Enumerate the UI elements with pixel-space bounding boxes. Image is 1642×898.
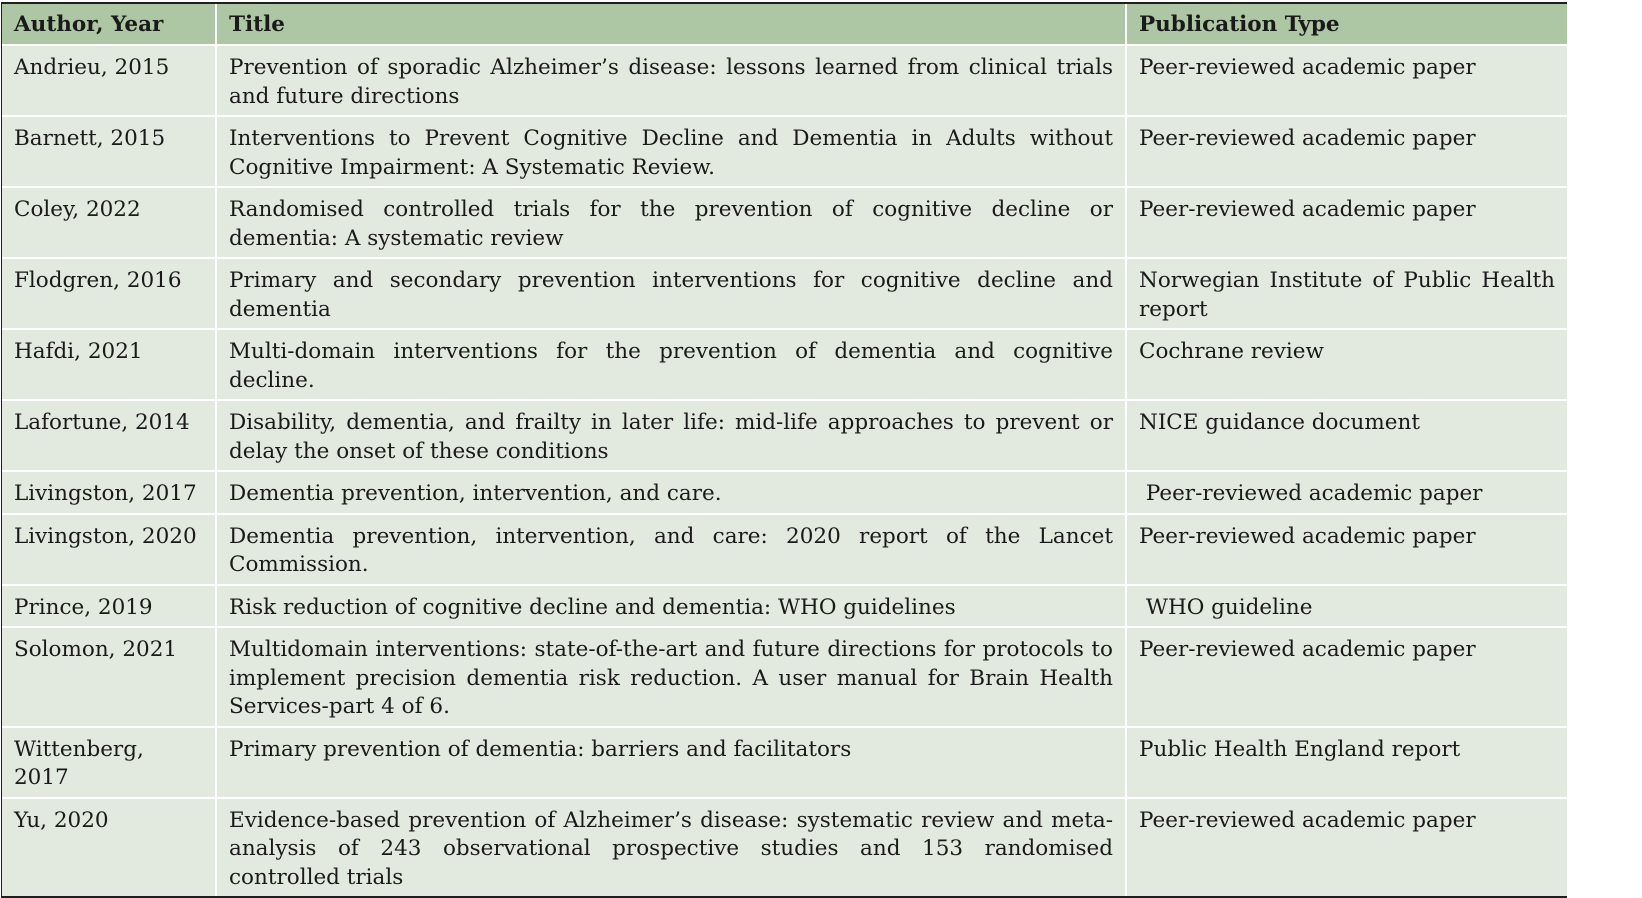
author-year-cell: Coley, 2022 xyxy=(2,187,216,258)
table-row xyxy=(2,329,1567,400)
column-header-title: Title xyxy=(216,4,1126,45)
header-row xyxy=(2,4,1567,45)
publication-type-cell xyxy=(1126,258,1567,329)
title-cell: Multi-domain interventions for the prevention of dementia and cognitive decline. xyxy=(216,329,1126,400)
publication-type-cell xyxy=(1126,727,1567,798)
table-row xyxy=(2,116,1567,187)
column-header-author-year: Author, Year xyxy=(2,4,216,45)
title-cell: Dementia prevention, intervention, and care: 2020 report of the Lancet Commission. xyxy=(216,514,1126,585)
table-row xyxy=(2,585,1567,628)
publication-type-text: NICE guidance document xyxy=(1139,410,1420,435)
publication-type-text: Peer-reviewed academic paper xyxy=(1139,807,1476,833)
publications-table xyxy=(2,4,1567,896)
table-row xyxy=(2,627,1567,727)
title-cell: Risk reduction of cognitive decline and dementia: WHO guidelines xyxy=(216,585,1126,628)
title-cell: Primary prevention of dementia: barriers and facilitators xyxy=(216,727,1126,798)
author-year-cell: Solomon, 2021 xyxy=(2,627,216,727)
publication-type-text: Peer-reviewed academic paper xyxy=(1139,481,1483,506)
publication-type-cell xyxy=(1126,514,1567,585)
publication-type-cell xyxy=(1126,400,1567,471)
author-year-cell: Livingston, 2020 xyxy=(2,514,216,585)
table-row xyxy=(2,471,1567,514)
author-year-cell: Andrieu, 2015 xyxy=(2,45,216,116)
author-year-cell: Prince, 2019 xyxy=(2,585,216,628)
publication-type-text: Norwegian Institute of Public Health report xyxy=(1139,268,1562,322)
author-year-cell: Barnett, 2015 xyxy=(2,116,216,187)
publication-type-text: Peer-reviewed academic paper xyxy=(1139,523,1476,549)
title-cell: Dementia prevention, intervention, and care. xyxy=(216,471,1126,514)
title-cell: Disability, dementia, and frailty in later life: mid-life approaches to prevent or delay the onset of these conditions xyxy=(216,400,1126,471)
publication-type-cell xyxy=(1126,329,1567,400)
table-row xyxy=(2,400,1567,471)
table-row xyxy=(2,187,1567,258)
publication-type-cell xyxy=(1126,116,1567,187)
publication-type-cell xyxy=(1126,585,1567,628)
table-row xyxy=(2,514,1567,585)
title-cell: Interventions to Prevent Cognitive Decline and Dementia in Adults without Cognitive Impairment: A Systematic Review. xyxy=(216,116,1126,187)
author-year-cell: Yu, 2020 xyxy=(2,798,216,897)
author-year-cell: Livingston, 2017 xyxy=(2,471,216,514)
table-row xyxy=(2,258,1567,329)
author-year-cell: Lafortune, 2014 xyxy=(2,400,216,471)
publication-type-text: Peer-reviewed academic paper xyxy=(1139,637,1476,662)
publication-type-text: Peer-reviewed academic paper xyxy=(1139,55,1476,80)
table-header xyxy=(2,4,1567,45)
table-row xyxy=(2,727,1567,798)
publications-table-container xyxy=(1,2,1567,898)
publication-type-cell xyxy=(1126,627,1567,727)
title-cell: Evidence-based prevention of Alzheimer’s disease: systematic review and meta-analysis of 243 observational prospective studies and 153 randomised controlled trials xyxy=(216,798,1126,897)
title-cell: Primary and secondary prevention interventions for cognitive decline and dementia xyxy=(216,258,1126,329)
title-cell: Multidomain interventions: state-of-the-art and future directions for protocols to implement precision dementia risk reduction. A user manual for Brain Health Services-part 4 of 6. xyxy=(216,627,1126,727)
publication-type-text: Public Health England report xyxy=(1139,736,1461,762)
publication-type-text: Peer-reviewed academic paper xyxy=(1139,197,1476,222)
author-year-cell: Flodgren, 2016 xyxy=(2,258,216,329)
title-cell: Randomised controlled trials for the prevention of cognitive decline or dementia: A systematic review xyxy=(216,187,1126,258)
publication-type-text: Cochrane review xyxy=(1139,339,1324,364)
author-year-cell: Wittenberg, 2017 xyxy=(2,727,216,798)
table-body xyxy=(2,45,1567,896)
table-row xyxy=(2,798,1567,897)
publication-type-cell xyxy=(1126,45,1567,116)
column-header-publication-type: Publication Type xyxy=(1126,4,1567,45)
publication-type-cell xyxy=(1126,187,1567,258)
publication-type-cell xyxy=(1126,798,1567,897)
publication-type-cell xyxy=(1126,471,1567,514)
table-row xyxy=(2,45,1567,116)
author-year-cell: Hafdi, 2021 xyxy=(2,329,216,400)
publication-type-text: WHO guideline xyxy=(1139,594,1313,620)
title-cell: Prevention of sporadic Alzheimer’s disease: lessons learned from clinical trials and future directions xyxy=(216,45,1126,116)
publication-type-text: Peer-reviewed academic paper xyxy=(1139,126,1476,151)
